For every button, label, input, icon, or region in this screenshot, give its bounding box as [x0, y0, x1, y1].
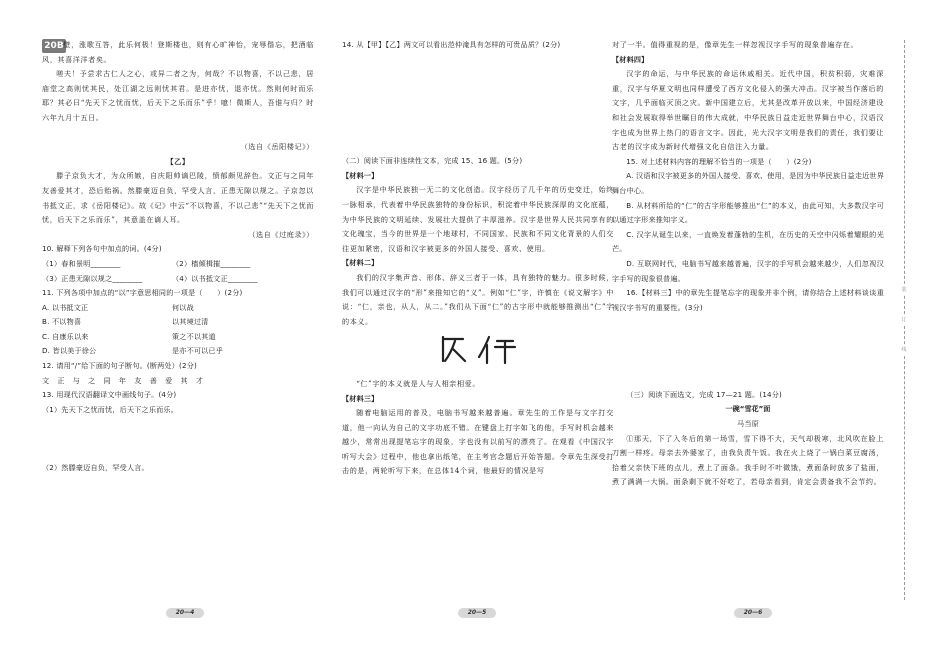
material-2-title: 【材料二】	[342, 258, 379, 268]
material-3-title: 【材料三】	[342, 393, 379, 403]
column-left	[42, 38, 314, 476]
question-10-item2: （2）樯倾楫摧________	[172, 258, 251, 268]
page-number-middle: 20—5	[458, 608, 496, 618]
question-10-row2	[42, 272, 314, 287]
question-15-option-b: B. 从材料所给的“仁”的古字形能够推出“仁”的本义，由此可知，大多数汉字可以通过字形来推知字义。	[612, 200, 884, 225]
cut-mark-ding: 订	[899, 316, 909, 324]
option-b-left: B. 不以物喜	[42, 317, 82, 327]
page-number-right: 20—6	[734, 608, 772, 618]
material-4-title: 【材料四】	[612, 54, 649, 64]
ancient-ren-glyph-image	[433, 333, 523, 365]
material-2-text: 我们的汉字集声音、形体、辞义三者于一体，具有独特的魅力。很多时候，我们可以通过汉字的“形”来推知它的“义”。例如“仁”字，许慎在《说文解字》中说：“仁，亲也，从人，从二。”我们从下面“仁”的古字形中就能够推测出“仁”字的本义。	[342, 272, 614, 326]
question-10-item4: （4）以书抵文正________	[172, 273, 258, 283]
option-a-right: 何以战	[172, 302, 194, 312]
cut-mark-zhuang: 装	[899, 286, 909, 294]
option-c-left: C. 自康乐以来	[42, 331, 89, 341]
question-12: 12. 请用“/”给下面的句子断句。(断两处）(2分)	[42, 361, 197, 371]
question-10-row1	[42, 257, 314, 272]
section-2-heading: （二）阅读下面非连续性文本，完成 15、16 题。(5分)	[342, 156, 523, 166]
section-title-yi: 【乙】	[166, 156, 190, 166]
question-13: 13. 用现代汉语翻译文中画线句子。(4分)	[42, 390, 177, 400]
question-14: 14. 从【甲】【乙】两文可以看出范仲淹具有怎样的可贵品质？(2分)	[342, 40, 561, 49]
option-a-left: A. 以书抵文正	[42, 302, 89, 312]
option-d-right: 是亦不可以已乎	[172, 346, 224, 356]
question-12-sentence: 文 正 与 之 同 年 友 善 爱 其 才	[42, 375, 204, 385]
question-13-item2: （2）然滕豪迈自负，罕受人言。	[42, 463, 149, 473]
material-4-text: 汉字的命运，与中华民族的命运休戚相关。近代中国，积贫积弱，灾难深重，汉字与华夏文明也同样遭受了西方文化侵入的强大冲击。汉字被当作落后的文字，几乎面临灭顶之灾。新中国建立后，尤其是改革开放以来，中国经济建设和社会发展取得举世瞩目的伟大成就，中华民族日益走近世界舞台中心，汉语汉字也成为世界上热门的语言文字。因此，光大汉字文明是我们的责任，我们要让古老的汉字成为新时代增强文化自信注入力量。	[612, 69, 884, 152]
passage-jia-conclusion: 嗟夫！予尝求古仁人之心，或异二者之为，何哉？不以物喜，不以己悲，居庙堂之高则忧其民，处江湖之远则忧其君。是进亦忧，退亦忧。然则何时而乐耶？其必曰“先天下之忧而忧，后天下之乐而乐”乎！噫！微斯人，吾谁与归？时六年九月十五日。	[42, 69, 314, 122]
ancient-glyph-ren	[342, 333, 614, 371]
question-10-item3: （3）正患无隙以规之________	[42, 273, 143, 283]
option-d-left: D. 皆以美于徐公	[42, 346, 97, 356]
material-1-title: 【材料一】	[342, 170, 379, 180]
story-title: 一碗“雪花”面	[725, 404, 771, 414]
option-b-right: 以其境过清	[172, 317, 209, 327]
question-15-option-d: D. 互联网时代，电脑书写越来越普遍，汉字的手写机会越来越少，人们忽视汉字手写的现象很普遍。	[612, 258, 884, 283]
option-c-right: 策之不以其道	[172, 331, 216, 341]
column-middle	[342, 38, 614, 479]
question-11-option-c	[42, 330, 314, 345]
question-11-option-d	[42, 344, 314, 359]
column-right	[612, 38, 884, 490]
question-15-option-c: C. 汉字从诞生以来，一直焕发着蓬勃的生机，在历史的天空中闪烁着耀眼的光芒。	[612, 229, 884, 254]
material-1-text: 汉字是中华民族独一无二的文化创造。汉字经历了几千年的历史变迁，始终一脉相承，代表着中华民族独特的身份标识，积淀着中华民族深厚的文化底蕴，为中华民族的文明延续、发展壮大提供了丰厚滋养。汉字是世界人民共同享有的文化瑰宝，当今的世界是一个地球村，不同国家、民族和不同文化背景的人们交往更加紧密，汉语和汉字被更多的外国人接受、喜欢、使用。	[342, 185, 614, 253]
cut-mark-xian: 线	[899, 346, 909, 354]
material-3-text: 随着电脑运用的普及，电脑书写越来越普遍。章先生的工作是与文字打交道，他一向认为自己的文字功底不错。在键盘上打字如飞的他，手写时机会越来越少，常常出现提笔忘字的现象，字也没有以前写的漂亮了。在观看《中国汉字听写大会》过程中，他也拿出纸笔，在主考官念题后开始答题。令章先生深受打击的是，两轮听写下来，在总体14个词，他最好的情况是写	[342, 408, 614, 476]
page-number-left: 20—4	[166, 608, 204, 618]
question-13-item1: （1）先天下之忧而忧，后天下之乐而乐。	[42, 404, 178, 414]
question-11-option-b	[42, 315, 314, 330]
question-11-option-a	[42, 301, 314, 316]
story-paragraph-1: ①那天，下了入冬后的第一场雪，雪下得不大，天气却极寒，北风吹在脸上刀割一样疼。母亲去外婆家了，由我负责午饭。我在火上烧了一锅白菜豆腐汤，拾着父亲快下班的点儿，煮上了面条。我手时不叶微饿，煮面条时放多了盐面，煮了满满一大锅。面条剩下就不好吃了，若母亲看到，肯定会责备我不会节约。	[612, 433, 884, 487]
material-3-continued: 对了一半。值得重视的是，像章先生一样忽视汉字手写的现象普遍存在。	[612, 40, 859, 49]
source-guotinglu: （选自《过庭录》）	[248, 229, 314, 239]
passage-jia-ending: 壁，涨歌互答，此乐何极！登斯楼也，则有心旷神怡，宠辱偕忘，把酒临风，其喜洋洋者矣。	[42, 40, 314, 64]
story-author: 马当原	[737, 419, 759, 429]
glyph-note: “仁”字的本义就是人与人相亲相爱。	[356, 378, 481, 388]
question-10-item1: （1）春和景明________	[42, 258, 121, 268]
section-3-heading: （三）阅读下面选文，完成 17—21 题。(14分)	[626, 389, 783, 399]
page-badge: 20B	[42, 39, 66, 53]
source-yueyanglouji: （选自《岳阳楼记》）	[240, 142, 314, 152]
question-10: 10. 解释下列各句中加点的词。(4分)	[42, 244, 162, 254]
question-16: 16.【材料三】中的章先生提笔忘字的现象并非个例，请你结合上述材料谈谈重视汉字书写的重要性。(3分)	[612, 288, 884, 312]
passage-yi: 滕子京负大才，为众所嫉，自庆阳帅谪巴陵，愤郁颇见辞色。文正与之同年友善爱其才，恐后贻祸。然滕豪迈自负，罕受人言，正患无隙以规之。子京忽以书抵文正，求《岳阳楼记》。故《记》中云“不以物喜，不以己悲”“先天下之忧而忧，后天下之乐而乐”，其意盖在谪人耳。	[42, 171, 314, 225]
question-11: 11. 下列各项中加点的“以”字意思相同的一项是（ ）(2分)	[42, 288, 243, 298]
question-15-option-a: A. 汉语和汉字被更多的外国人接受、喜欢、使用，是因为中华民族日益走近世界舞台中心。	[612, 171, 885, 195]
question-15: 15. 对上述材料内容的理解不恰当的一项是（ ）(2分)	[626, 156, 812, 166]
